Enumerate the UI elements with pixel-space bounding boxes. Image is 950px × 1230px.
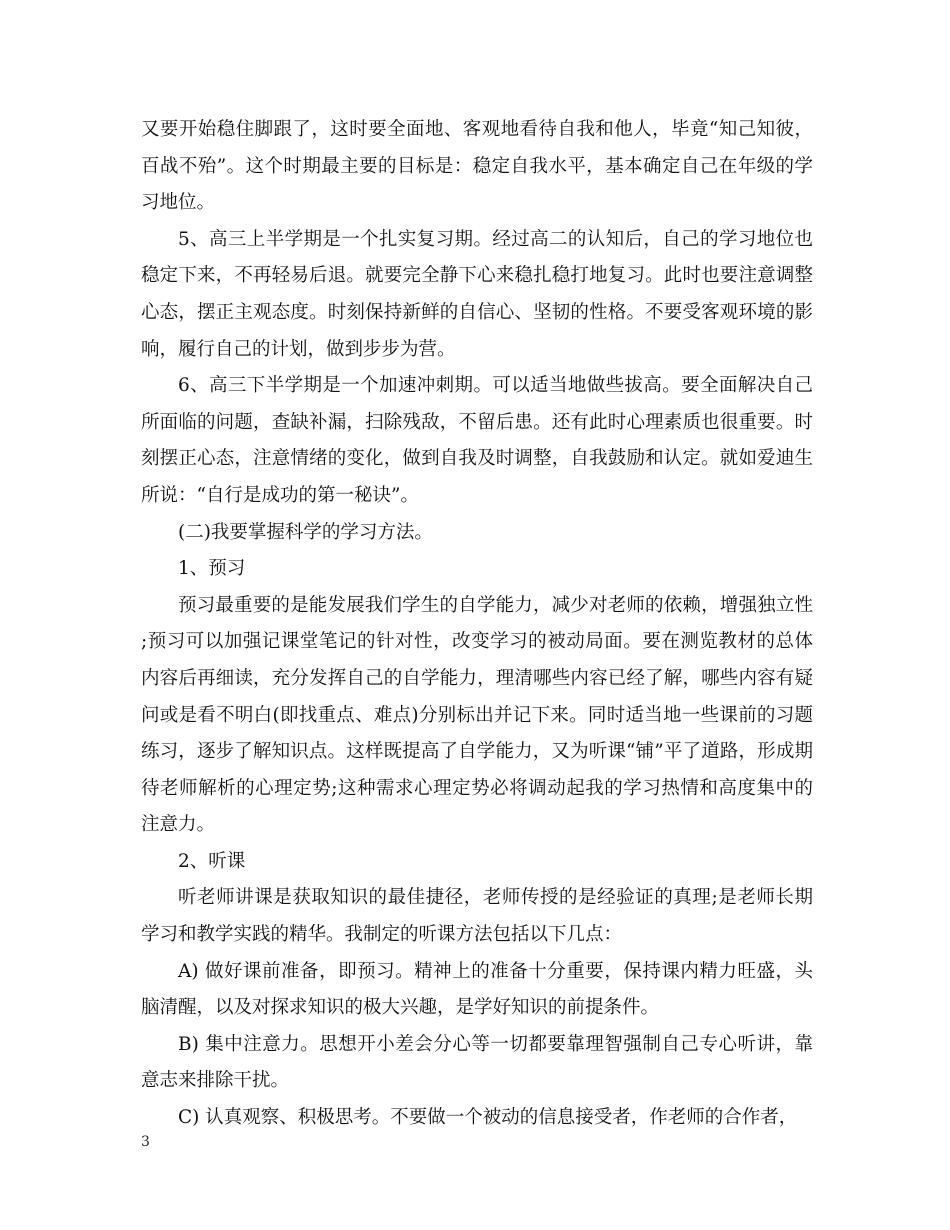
body-text	[141, 112, 813, 1137]
list-item: A) 做好课前准备，即预习。精神上的准备十分重要，保持课内精力旺盛，头脑清醒，以及对探求知识的极大兴趣，是学好知识的前提条件。	[141, 960, 813, 1019]
page-number: 3	[141, 1134, 150, 1150]
paragraph: 5、高三上半学期是一个扎实复习期。经过高二的认知后，自己的学习地位也稳定下来，不再轻易后退。就要完全静下心来稳扎稳打地复习。此时也要注意调整心态，摆正主观态度。时刻保持新鲜的自信心、坚韧的性格。不要受客观环境的影响，履行自己的计划，做到步步为营。	[141, 228, 813, 360]
paragraph: 又要开始稳住脚跟了，这时要全面地、客观地看待自我和他人，毕竟“知己知彼，百战不殆”。这个时期最主要的目标是：稳定自我水平，基本确定自己在年级的学习地位。	[141, 119, 813, 214]
subsection-heading: 1、预习	[178, 558, 246, 580]
paragraph: 6、高三下半学期是一个加速冲刺期。可以适当地做些拔高。要全面解决自己所面临的问题，查缺补漏，扫除残敌，不留后患。还有此时心理素质也很重要。时刻摆正心态，注意情绪的变化，做到自我及时调整，自我鼓励和认定。就如爱迪生所说：“自行是成功的第一秘诀”。	[141, 375, 813, 506]
section-heading: (二)我要掌握科学的学习方法。	[178, 521, 433, 543]
paragraph: 听老师讲课是获取知识的最佳捷径，老师传授的是经验证的真理;是老师长期学习和教学实践的精华。我制定的听课方法包括以下几点：	[141, 887, 813, 946]
list-item: C) 认真观察、积极思考。不要做一个被动的信息接受者，作老师的合作者，	[178, 1107, 798, 1129]
subsection-heading: 2、听课	[178, 850, 246, 872]
paragraph: 预习最重要的是能发展我们学生的自学能力，减少对老师的依赖，增强独立性;预习可以加强记课堂笔记的针对性，改变学习的被动局面。要在测览教材的总体内容后再细读，充分发挥自己的自学能力，理清哪些内容已经了解，哪些内容有疑问或是看不明白(即找重点、难点)分别标出并记下来。同时适当地一些课前的习题练习，逐步了解知识点。这样既提高了自学能力，又为听课“铺”平了道路，形成期待老师解析的心理定势;这种需求心理定势必将调动起我的学习热情和高度集中的注意力。	[141, 594, 813, 836]
list-item: B) 集中注意力。思想开小差会分心等一切都要靠理智强制自己专心听讲，靠意志来排除干扰。	[141, 1033, 813, 1092]
